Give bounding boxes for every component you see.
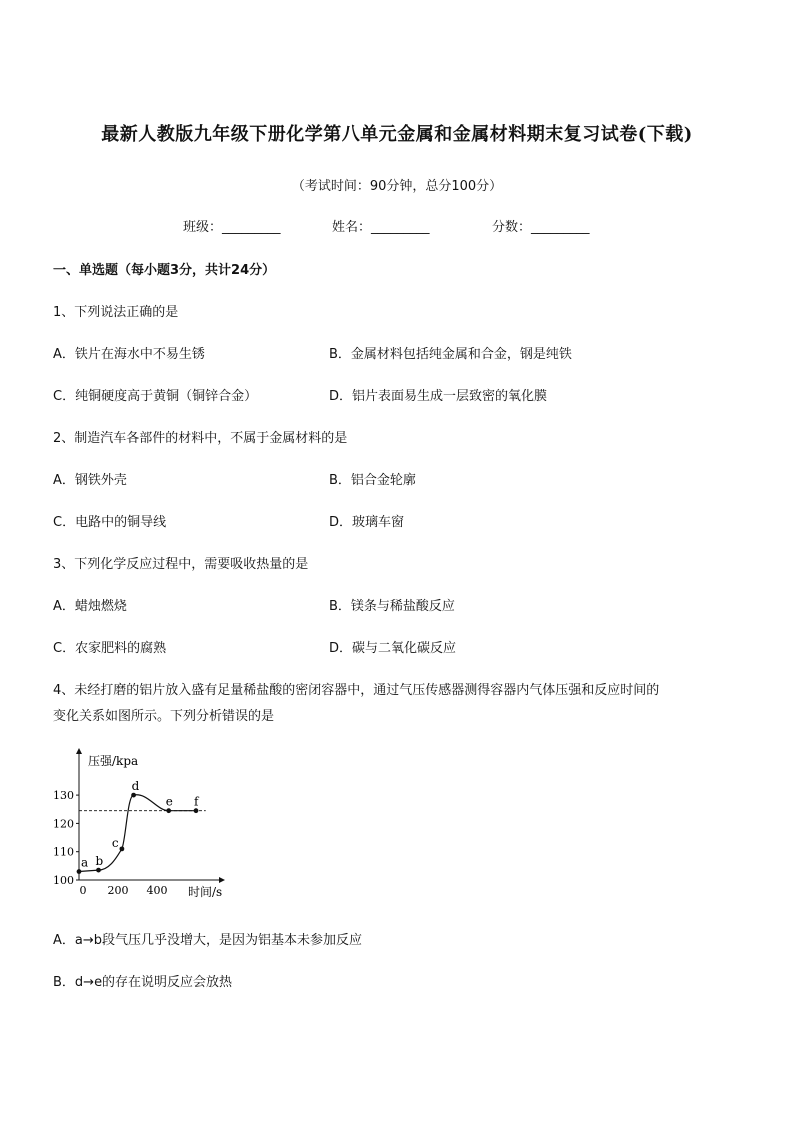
question-4-stem-line1: 4、未经打磨的铝片放入盛有足量稀盐酸的密闭容器中，通过气压传感器测得容器内气体压强和反应时间的	[53, 683, 660, 698]
point-label-b: b	[95, 854, 104, 869]
q2-option-b[interactable]: B．铝合金轮廓	[329, 473, 416, 488]
section-heading: 一、单选题（每小题3分，共计24分）	[53, 263, 276, 278]
point-label-c: c	[111, 835, 119, 850]
point-label-d: d	[131, 779, 140, 794]
q3-option-c[interactable]: C．农家肥料的腐熟	[53, 641, 167, 656]
q3-option-b[interactable]: B．镁条与稀盐酸反应	[329, 599, 455, 614]
q4-option-a[interactable]: A．a→b段气压几乎没增大，是因为铝基本未参加反应	[53, 933, 363, 948]
pressure-time-chart	[50, 745, 250, 905]
class-field[interactable]: 班级：_________	[183, 220, 281, 235]
q2-option-d[interactable]: D．玻璃车窗	[329, 515, 405, 530]
data-point-c	[120, 846, 125, 851]
score-field[interactable]: 分数：_________	[492, 220, 590, 235]
x-tick-label: 200	[107, 884, 129, 897]
chart-svg	[50, 745, 250, 905]
q1-option-d[interactable]: D．铝片表面易生成一层致密的氧化膜	[329, 389, 548, 404]
point-label-e: e	[165, 794, 173, 809]
q2-option-a[interactable]: A．钢铁外壳	[53, 473, 127, 488]
q1-option-a[interactable]: A．铁片在海水中不易生锈	[53, 347, 205, 362]
data-point-b	[96, 868, 101, 873]
data-point-f	[194, 808, 199, 813]
q2-option-c[interactable]: C．电路中的铜导线	[53, 515, 167, 530]
y-tick-label: 110	[53, 845, 74, 859]
y-tick-label: 100	[53, 874, 74, 887]
x-axis-label: 时间/s	[188, 885, 223, 899]
point-label-f: f	[194, 794, 199, 809]
y-axis-label: 压强/kpa	[88, 754, 139, 768]
q4-option-b[interactable]: B．d→e的存在说明反应会放热	[53, 975, 233, 990]
question-4-stem-line2: 变化关系如图所示。下列分析错误的是	[53, 709, 275, 724]
y-tick-label: 120	[53, 817, 74, 831]
q3-option-d[interactable]: D．碳与二氧化碳反应	[329, 641, 457, 656]
q1-option-b[interactable]: B．金属材料包括纯金属和合金，钢是纯铁	[329, 347, 572, 362]
x-tick-label: 0	[79, 884, 87, 897]
question-1-stem: 1、下列说法正确的是	[53, 305, 179, 320]
page-title: 最新人教版九年级下册化学第八单元金属和金属材料期末复习试卷(下载)	[101, 124, 693, 145]
question-3-stem: 3、下列化学反应过程中，需要吸收热量的是	[53, 557, 309, 572]
data-point-d	[131, 793, 136, 798]
q3-option-a[interactable]: A．蜡烛燃烧	[53, 599, 127, 614]
data-point-a	[77, 869, 82, 874]
x-tick-label: 400	[146, 884, 168, 897]
y-tick-label: 130	[53, 789, 74, 803]
point-label-a: a	[81, 855, 89, 870]
name-field[interactable]: 姓名：_________	[332, 220, 430, 235]
q1-option-c[interactable]: C．纯铜硬度高于黄铜（铜锌合金）	[53, 389, 258, 404]
question-2-stem: 2、制造汽车各部件的材料中，不属于金属材料的是	[53, 431, 348, 446]
data-point-e	[166, 808, 171, 813]
exam-info: （考试时间：90分钟，总分100分）	[291, 179, 503, 194]
